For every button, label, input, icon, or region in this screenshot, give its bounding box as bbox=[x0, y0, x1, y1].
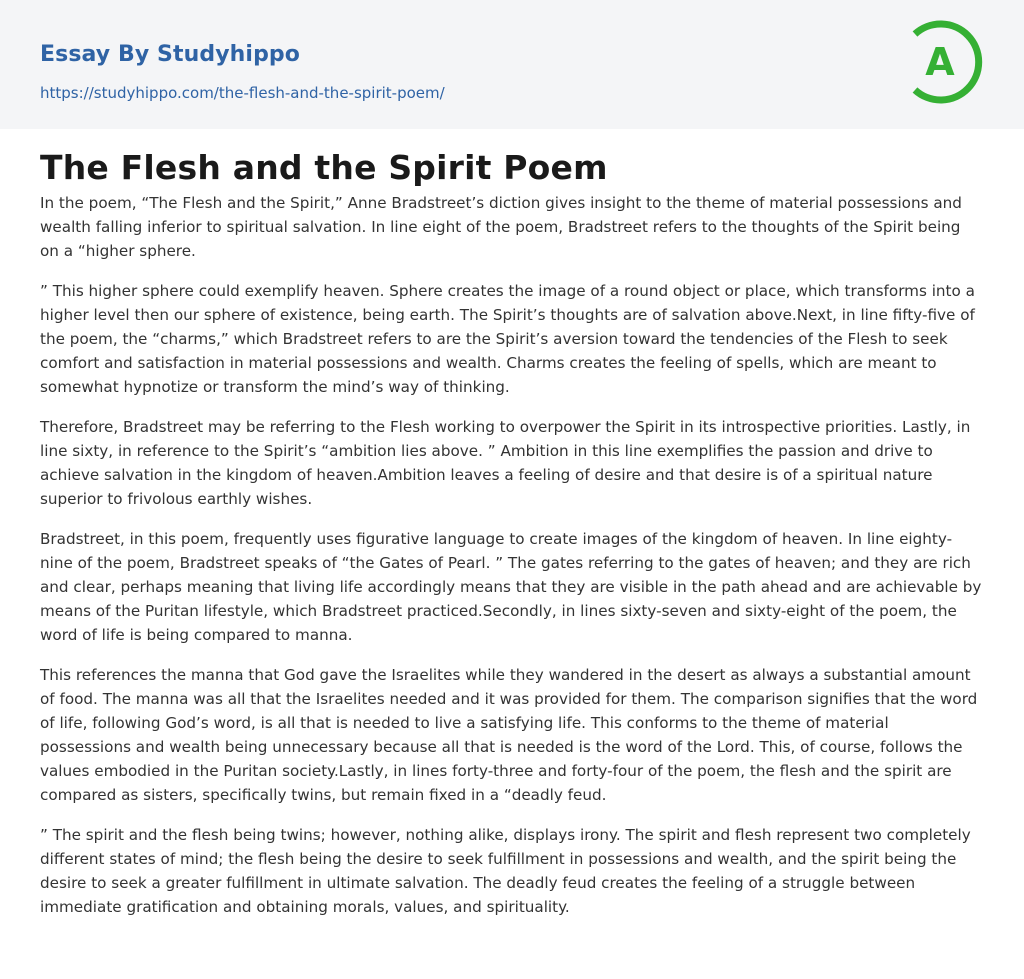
article-title: The Flesh and the Spirit Poem bbox=[40, 148, 608, 187]
article-paragraph: ” The spirit and the flesh being twins; however, nothing alike, displays irony. The spirit and flesh represent two completely different states of mind; the flesh being the desire to seek fulfillment in possessions and wealth, and the spirit being the desire to seek a greater fulfillment in ultimate salvation. The deadly feud creates the feeling of a struggle between immediate gratification and obtaining morals, values, and spirituality. bbox=[40, 826, 971, 916]
article-content bbox=[0, 129, 1024, 919]
article-paragraph: This references the manna that God gave the Israelites while they wandered in the desert as always a substantial amount of food. The manna was all that the Israelites needed and it was provided for them. The comparison signifies that the word of life, following God’s word, is all that is needed to live a satisfying life. This conforms to the theme of material possessions and wealth being unnecessary because all that is needed is the word of the Lord. This, of course, follows the values embodied in the Puritan society.Lastly, in lines forty-three and forty-four of the poem, the flesh and the spirit are compared as sisters, specifically twins, but remain fixed in a “deadly feud. bbox=[40, 666, 978, 804]
site-brand[interactable]: Essay By Studyhippo bbox=[40, 42, 300, 67]
logo-letter: A bbox=[925, 40, 955, 84]
site-header bbox=[0, 0, 1024, 129]
essay-url-link[interactable]: https://studyhippo.com/the-flesh-and-the-spirit-poem/ bbox=[40, 84, 445, 102]
studyhippo-logo-icon[interactable] bbox=[912, 19, 986, 105]
article-paragraph: Bradstreet, in this poem, frequently uses figurative language to create images of the kingdom of heaven. In line eighty-nine of the poem, Bradstreet speaks of “the Gates of Pearl. ” The gates referring to the gates of heaven; and they are rich and clear, perhaps meaning that living life accordingly means that they are visible in the path ahead and are achievable by means of the Puritan lifestyle, which Bradstreet practiced.Secondly, in lines sixty-seven and sixty-eight of the poem, the word of life is being compared to manna. bbox=[40, 530, 982, 644]
article-paragraph: Therefore, Bradstreet may be referring to the Flesh working to overpower the Spirit in its introspective priorities. Lastly, in line sixty, in reference to the Spirit’s “ambition lies above. ” Ambition in this line exemplifies the passion and drive to achieve salvation in the kingdom of heaven.Ambition leaves a feeling of desire and that desire is of a spiritual nature superior to frivolous earthly wishes. bbox=[40, 418, 971, 508]
article-paragraph: ” This higher sphere could exemplify heaven. Sphere creates the image of a round object or place, which transforms into a higher level then our sphere of existence, being earth. The Spirit’s thoughts are of salvation above.Next, in line fifty-five of the poem, the “charms,” which Bradstreet refers to are the Spirit’s aversion toward the tendencies of the Flesh to seek comfort and satisfaction in material possessions and wealth. Charms creates the feeling of spells, which are meant to somewhat hypnotize or transform the mind’s way of thinking. bbox=[40, 282, 975, 396]
article-paragraph: In the poem, “The Flesh and the Spirit,” Anne Bradstreet’s diction gives insight to the theme of material possessions and wealth falling inferior to spiritual salvation. In line eight of the poem, Bradstreet refers to the thoughts of the Spirit being on a “higher sphere. bbox=[40, 194, 962, 260]
